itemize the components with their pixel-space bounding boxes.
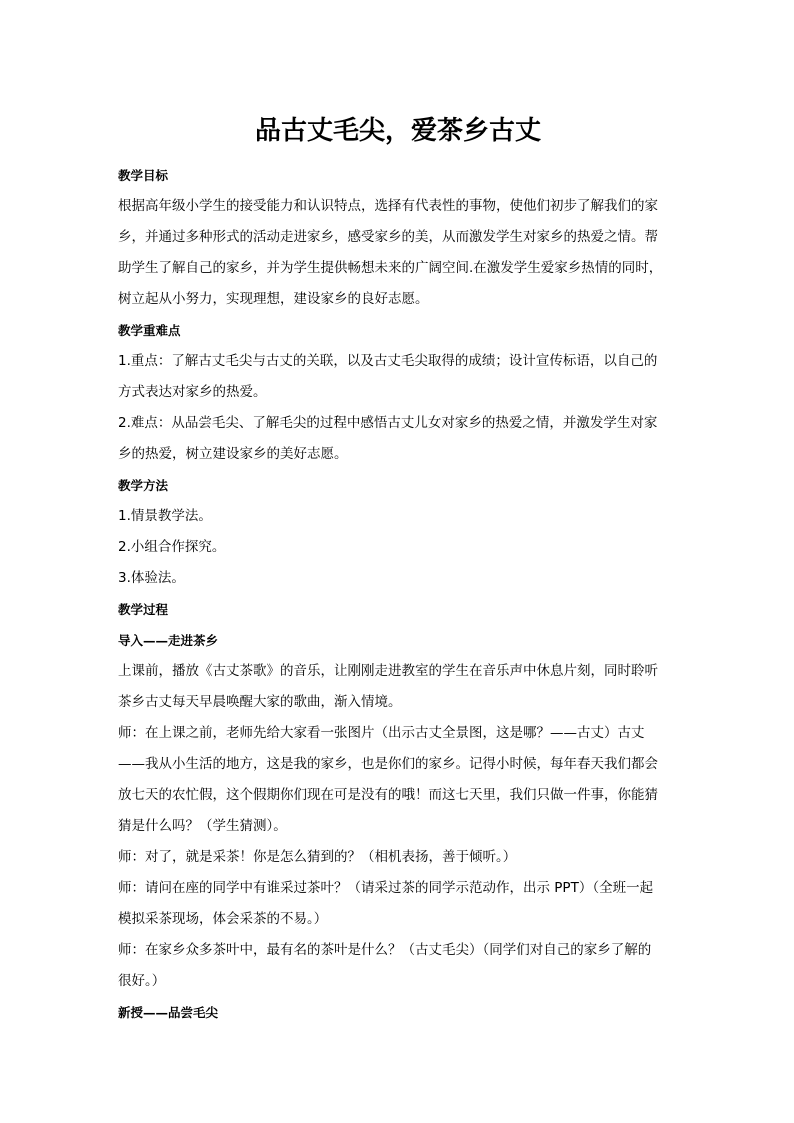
paragraph-line: 上课前，播放《古丈茶歌》的音乐，让刚刚走进教室的学生在音乐声中休息片刻，同时聆听 bbox=[118, 663, 658, 679]
paragraph-line: 师：请问在座的同学中有谁采过茶叶？（请采过茶的同学示范动作，出示 PPT）（全班一起 bbox=[118, 880, 654, 896]
paragraph-line: 2.难点：从品尝毛尖、了解毛尖的过程中感悟古丈儿女对家乡的热爱之情，并激发学生对家 bbox=[118, 415, 658, 431]
paragraph-line: 根据高年级小学生的接受能力和认识特点，选择有代表性的事物，使他们初步了解我们的家 bbox=[118, 198, 658, 214]
paragraph-line: 茶乡古丈每天早晨唤醒大家的歌曲，渐入情境。 bbox=[118, 694, 402, 710]
section-heading: 新授——品尝毛尖 bbox=[118, 1005, 219, 1020]
paragraph-line: 模拟采茶现场，体会采茶的不易。） bbox=[118, 911, 328, 927]
section-heading: 教学重难点 bbox=[118, 323, 181, 338]
section-heading: 导入——走进茶乡 bbox=[118, 633, 219, 648]
section-heading: 教学过程 bbox=[118, 602, 169, 617]
paragraph-line: 师：在家乡众多茶叶中，最有名的茶叶是什么？（古丈毛尖）（同学们对自己的家乡了解的 bbox=[118, 942, 652, 958]
paragraph-line: 1.重点：了解古丈毛尖与古丈的关联，以及古丈毛尖取得的成绩；设计宣传标语，以自己的 bbox=[118, 353, 658, 369]
paragraph-line: 助学生了解自己的家乡，并为学生提供畅想未来的广阔空间.在激发学生爱家乡热情的同时， bbox=[118, 260, 663, 276]
paragraph-line: 很好。） bbox=[118, 973, 166, 989]
document-body bbox=[118, 160, 678, 1028]
paragraph-line: 放七天的农忙假，这个假期你们现在可是没有的哦！而这七天里，我们只做一件事，你能猜 bbox=[118, 787, 658, 803]
paragraph-line: 方式表达对家乡的热爱。 bbox=[118, 384, 267, 400]
document-title: 品古丈毛尖，爱茶乡古丈 bbox=[254, 116, 541, 146]
paragraph-line: 2.小组合作探究。 bbox=[118, 539, 226, 555]
paragraph-line: 师：对了，就是采茶！你是怎么猜到的？（相机表扬，善于倾听。） bbox=[118, 849, 517, 865]
paragraph-line: 师：在上课之前，老师先给大家看一张图片（出示古丈全景图，这是哪？——古丈）古丈 bbox=[118, 725, 645, 741]
paragraph-line: 乡，并通过多种形式的活动走进家乡，感受家乡的美，从而激发学生对家乡的热爱之情。帮 bbox=[118, 229, 658, 245]
paragraph-line: 乡的热爱，树立建设家乡的美好志愿。 bbox=[118, 446, 348, 462]
paragraph-line: 树立起从小努力，实现理想，建设家乡的良好志愿。 bbox=[118, 291, 429, 307]
paragraph-line: 1.情景教学法。 bbox=[118, 508, 212, 524]
section-heading: 教学目标 bbox=[118, 168, 169, 183]
section-heading: 教学方法 bbox=[118, 478, 169, 493]
paragraph-line: 猜是什么吗？（学生猜测）。 bbox=[118, 818, 287, 834]
paragraph-line: ——我从小生活的地方，这是我的家乡，也是你们的家乡。记得小时候，每年春天我们都会 bbox=[118, 756, 658, 772]
paragraph-line: 3.体验法。 bbox=[118, 570, 185, 586]
